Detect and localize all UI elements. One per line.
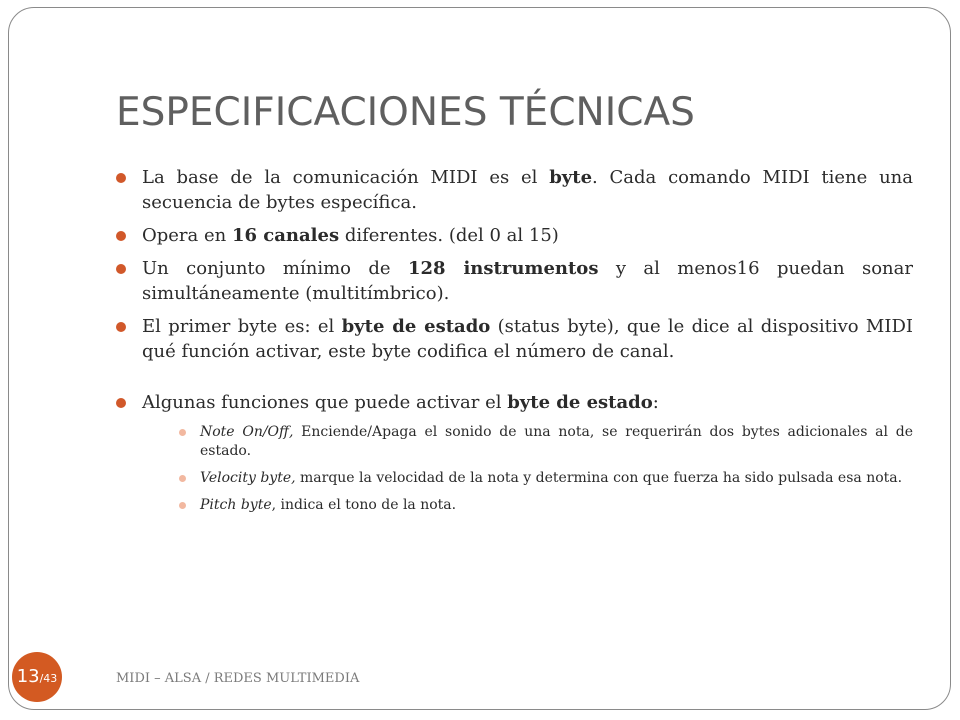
subbullet-dot [179,502,186,509]
bullet-text: Opera en [142,225,232,246]
page-number-badge [12,652,62,702]
bullet-dot [116,231,126,241]
bullet-text: Un conjunto mínimo de [142,258,408,279]
subbullet-term: Pitch byte [200,497,272,513]
bullet-3 [116,256,913,306]
bullet-5 [116,390,913,415]
bullet-bold: 128 instrumentos [407,258,599,279]
subbullet-term: Note On/Off, [200,424,294,440]
slide-frame [8,7,951,710]
bullet-2 [116,223,913,248]
bullet-1 [116,165,913,215]
bullet-text: La base de la comunicación MIDI es el [142,167,550,188]
subbullet-text: marque la velocidad de la nota y determina con que fuerza ha sido pulsada esa nota. [295,470,903,486]
bullet-text: El primer byte es: el [142,316,342,337]
bullet-bold: 16 canales [231,225,340,246]
bullet-text: y al menos16 puedan sonar simultáneamente (multitímbrico). [142,258,913,304]
bullet-dot [116,264,126,274]
subbullet-3 [176,496,913,515]
page-number: 13 [16,666,40,687]
slide-content [116,165,913,523]
bullet-4 [116,314,913,364]
subbullet-1 [176,423,913,461]
page-total: /43 [39,672,58,685]
bullet-bold: byte de estado [341,316,491,337]
bullet-text: Algunas funciones que puede activar el [142,392,508,413]
subbullet-2 [176,469,913,488]
slide-footer: MIDI – ALSA / REDES MULTIMEDIA [116,671,360,686]
subbullet-text: Enciende/Apaga el sonido de una nota, se requerirán dos bytes adicionales al de estado. [200,424,913,459]
bullet-text: : [652,392,659,413]
bullet-text: diferentes. (del 0 al 15) [339,225,559,246]
slide-title: ESPECIFICACIONES TÉCNICAS [116,90,695,135]
subbullet-term: Velocity byte, [200,470,296,486]
bullet-dot [116,398,126,408]
bullet-dot [116,322,126,332]
bullet-text: (status byte), que le dice al dispositivo MIDI qué función activar, este byte codifica el número de canal. [142,316,914,362]
subbullet-dot [179,429,186,436]
subbullet-text: , indica el tono de la nota. [271,497,457,513]
bullet-bold: byte [549,167,593,188]
bullet-dot [116,173,126,183]
subbullet-dot [179,475,186,482]
bullet-bold: byte de estado [507,392,653,413]
bullet-text: . Cada comando MIDI tiene una secuencia de bytes específica. [142,167,913,213]
